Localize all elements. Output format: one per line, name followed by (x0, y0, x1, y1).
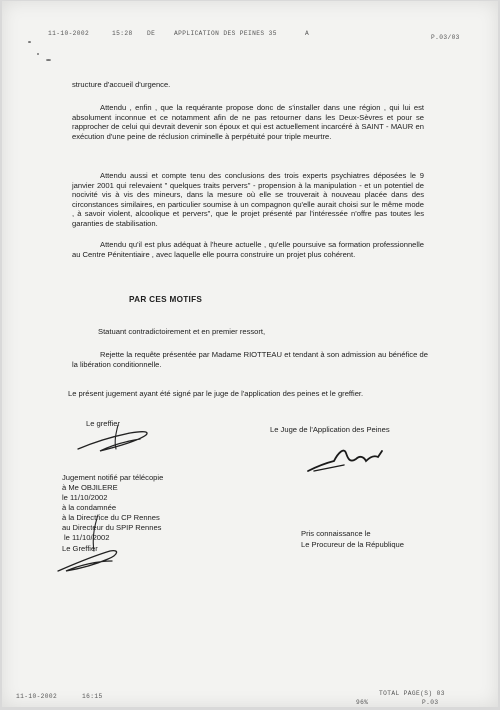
fax-header-page: P.03/03 (431, 34, 460, 41)
juge-signature (304, 441, 394, 477)
notification-line: au Directeur du SPIP Rennes (62, 523, 162, 532)
fax-header-date: 11-10-2002 (48, 30, 90, 37)
paragraph-attendu-adequat: Attendu qu'il est plus adéquat à l'heure actuelle , qu'elle poursuive sa formation professionnelle au Centre Pénitentiaire , avec laquelle elle pourra construire un projet plus cohérent. (72, 240, 424, 259)
signed-line: Le présent jugement ayant été signé par le juge de l'application des peines et le greffier. (68, 389, 364, 398)
statuant-line: Statuant contradictoirement et en premier ressort, (98, 327, 266, 336)
fax-footer-percent: 96% (356, 699, 369, 706)
paragraph-rejette: Rejette la requête présentée par Madame RIOTTEAU et tendant à son admission au bénéfice de la libération conditionnelle. (72, 350, 428, 369)
greffier-label: Le greffier (86, 419, 121, 428)
fax-header-from: DE (147, 30, 156, 37)
document-page (2, 1, 498, 707)
fax-header-sender: APPLICATION DES PEINES 35 (174, 30, 277, 37)
notification-line: Le Greffier (62, 544, 98, 553)
greffier-signature (72, 419, 162, 459)
juge-label: Le Juge de l'Application des Peines (270, 425, 390, 434)
notification-line: le 11/10/2002 (62, 493, 108, 502)
notification-line: à la condamnée (62, 503, 117, 512)
notification-line: à Me OBJILERE (62, 483, 118, 492)
fax-footer-date: 11-10-2002 (16, 693, 58, 700)
paragraph-attendu-enfin: Attendu , enfin , que la requérante propose donc de s'installer dans une région , qui lui est absolument inconnue et ce notamment afin de ne pas retourner dans les Deux-Sèvres et pour se rapprocher de celui qui devrait devenir son époux et qui est actuellement incarcéré à SAINT - MAUR en exécution d'une peine de réclusion criminelle à perpétuité pour triple meurtre. (72, 103, 424, 141)
heading-par-ces-motifs: PAR CES MOTIFS (129, 295, 203, 304)
fax-footer-page: P.03 (422, 699, 439, 706)
notification-line: Jugement notifié par télécopie (62, 473, 164, 482)
notification-signature (54, 511, 124, 577)
scan-speck (46, 59, 51, 61)
notification-line: à la Directrice du CP Rennes (62, 513, 160, 522)
paragraph-attendu-aussi: Attendu aussi et compte tenu des conclusions des trois experts psychiatres déposées le 9 janvier 2001 qui relevaient " quelques traits pervers" - propension à la manipulation - et un potentiel de nocivité vis à vis des mineurs, dans la mesure où elle se trouverait à nouveau placée dans des circonstances similaires, en particulier soumise à un compagnon qu'elle aurait choisi sur le même mode , à savoir violent, alcoolique et pervers", que le projet présenté par l'intéressée n'offre pas toutes les garanties de stabilisation. (72, 171, 424, 228)
fax-header-code: A (305, 30, 310, 37)
fax-header-time: 15:28 (112, 30, 133, 37)
scan-speck (37, 53, 39, 55)
body-line-structure: structure d'accueil d'urgence. (72, 80, 171, 89)
scan-speck (28, 41, 31, 43)
procureur-pris-connaissance: Pris connaissance le (301, 529, 371, 538)
notification-line: le 11/10/2002 (64, 533, 110, 542)
procureur-title: Le Procureur de la République (301, 540, 405, 549)
fax-footer-total: TOTAL PAGE(S) 03 (379, 690, 445, 697)
fax-footer-time: 16:15 (82, 693, 103, 700)
